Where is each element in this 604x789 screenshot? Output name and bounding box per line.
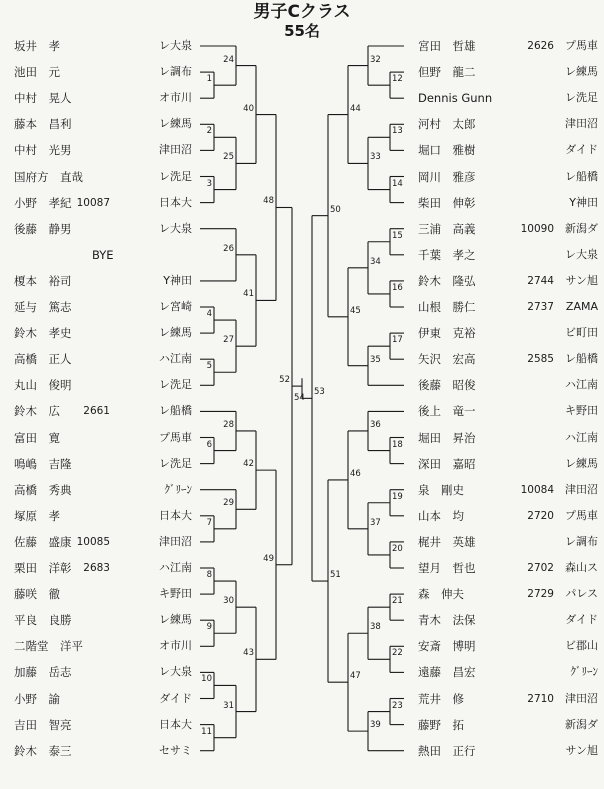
- player-club: レ洗足: [159, 169, 192, 183]
- player-name: 鳴嶋 吉隆: [14, 456, 72, 471]
- player-number: 2661: [83, 405, 110, 418]
- match-number: 18: [392, 439, 403, 450]
- player-name: Dennis Gunn: [418, 91, 493, 106]
- player-club: 津田沼: [159, 534, 192, 548]
- right-player-row: [418, 559, 598, 577]
- match-number: 42: [243, 459, 254, 470]
- right-player-row: [418, 141, 598, 159]
- right-player-row: [418, 481, 598, 499]
- left-player-row: [14, 481, 198, 499]
- player-name: 熱田 正行: [418, 743, 476, 758]
- player-name: 後藤 昭俊: [418, 378, 476, 393]
- player-club: 日本大: [159, 195, 192, 209]
- player-name: 鈴木 広: [14, 404, 60, 419]
- right-player-row: [418, 194, 598, 212]
- right-player-row: [418, 402, 598, 420]
- player-number: 2744: [527, 274, 554, 287]
- player-name: 藤野 拓: [418, 717, 464, 732]
- player-name: 千葉 孝之: [418, 247, 476, 262]
- right-player-row: [418, 742, 598, 760]
- player-name: 高橋 正人: [14, 352, 72, 367]
- player-club: ダイド: [159, 691, 192, 705]
- match-number: 25: [223, 152, 234, 163]
- match-number: 36: [370, 419, 381, 430]
- player-club: Y神田: [163, 273, 192, 287]
- player-club: レ練馬: [159, 117, 192, 131]
- match-number: 50: [330, 204, 341, 215]
- player-club: 新潟ダ: [565, 221, 598, 235]
- player-club: ハ江南: [159, 561, 192, 574]
- player-club: プ馬車: [159, 430, 192, 444]
- player-name: 小野 諭: [14, 691, 60, 706]
- player-club: パレス: [565, 587, 598, 601]
- match-number: 7: [206, 517, 212, 528]
- player-name: 富田 寛: [14, 430, 60, 445]
- player-name: 堀口 雅樹: [418, 143, 476, 158]
- match-number: 37: [370, 517, 381, 528]
- match-number: 19: [392, 491, 403, 502]
- player-name: 延与 篤志: [14, 300, 72, 314]
- match-number: 31: [223, 700, 234, 711]
- right-player-row: [418, 429, 598, 447]
- right-player-row: [418, 637, 598, 655]
- match-number: 23: [392, 700, 403, 711]
- match-number: 28: [223, 419, 234, 430]
- player-number: 10090: [520, 222, 554, 235]
- player-club: レ大泉: [565, 247, 598, 261]
- right-player-row: [418, 350, 598, 368]
- match-number: 27: [223, 335, 234, 346]
- player-club: ZAMA: [565, 300, 598, 313]
- left-player-row: [14, 663, 198, 681]
- match-number: 46: [350, 468, 361, 479]
- left-player-row: [14, 507, 198, 525]
- right-player-row: [418, 298, 598, 316]
- match-number: 17: [392, 335, 403, 346]
- player-club: レ練馬: [159, 613, 192, 627]
- player-club: サン旭: [565, 743, 598, 757]
- player-name: 山根 勝仁: [418, 300, 476, 314]
- player-name: 安斎 博明: [418, 639, 476, 654]
- player-name: 後上 竜一: [418, 404, 476, 419]
- player-name: 鈴木 隆弘: [418, 273, 476, 288]
- match-number: 43: [243, 648, 254, 659]
- match-number: 12: [392, 74, 403, 85]
- player-club: オ市川: [159, 639, 192, 653]
- player-name: 加藤 岳志: [14, 665, 72, 680]
- player-number: 2710: [527, 692, 554, 705]
- player-club: 津田沼: [565, 691, 598, 705]
- right-player-row: [418, 585, 598, 603]
- player-name: 池田 元: [14, 65, 60, 80]
- player-name: 山本 均: [418, 508, 464, 523]
- player-number: 2683: [83, 562, 110, 574]
- player-club: オ市川: [159, 91, 192, 105]
- player-name: 塚原 孝: [14, 508, 60, 523]
- player-number: 2585: [527, 353, 554, 366]
- player-name: 佐藤 盛康: [14, 534, 72, 549]
- left-player-row: [14, 559, 198, 577]
- left-player-row: [14, 141, 198, 159]
- player-club: レ洗足: [159, 456, 192, 470]
- player-number: 2720: [527, 509, 554, 522]
- match-number: 22: [392, 648, 403, 659]
- player-club: プ馬車: [565, 39, 598, 52]
- match-number: 2: [206, 126, 212, 137]
- left-player-row: [14, 220, 198, 238]
- player-club: レ洗足: [159, 378, 192, 392]
- left-player-row: [14, 350, 198, 368]
- right-player-row: [418, 663, 598, 681]
- match-number: 39: [370, 720, 381, 731]
- match-number: 1: [206, 74, 212, 85]
- player-name: 中村 光男: [14, 143, 72, 158]
- player-club: ハ江南: [565, 378, 598, 392]
- left-player-row: [14, 115, 198, 133]
- left-player-row: [14, 324, 198, 342]
- player-name: 後藤 静男: [14, 221, 72, 236]
- right-player-row: [418, 89, 598, 107]
- left-player-row: [14, 533, 198, 551]
- player-club: レ練馬: [159, 326, 192, 340]
- match-number: 41: [243, 289, 254, 300]
- player-club: レ大泉: [159, 221, 192, 235]
- match-number: 9: [206, 622, 212, 633]
- player-club: レ調布: [565, 534, 598, 548]
- right-player-row: [418, 220, 598, 238]
- player-name: 青木 法保: [418, 613, 476, 628]
- left-player-row: [14, 246, 198, 264]
- player-number: 2737: [527, 301, 554, 313]
- player-club: キ野田: [565, 404, 598, 418]
- right-player-row: [418, 533, 598, 551]
- right-player-row: [418, 115, 598, 133]
- player-club: レ宮崎: [159, 300, 192, 313]
- player-club: 新潟ダ: [565, 717, 598, 731]
- page-title: 男子Cクラス: [253, 2, 351, 22]
- match-number: 38: [370, 622, 381, 633]
- player-club: レ船橋: [159, 404, 192, 418]
- player-name: 森 伸夫: [418, 587, 464, 602]
- match-number: 20: [392, 543, 403, 554]
- match-number: 14: [392, 178, 403, 189]
- left-player-row: [14, 690, 198, 708]
- match-number: 3: [206, 178, 212, 189]
- player-name: BYE: [92, 247, 114, 262]
- player-club: 森山ス: [565, 561, 598, 574]
- player-name: 高橋 秀典: [14, 482, 72, 497]
- right-player-row: [418, 37, 598, 55]
- left-player-row: [14, 402, 198, 420]
- player-number: 2729: [527, 588, 554, 601]
- player-club: レ練馬: [565, 456, 598, 470]
- left-player-row: [14, 168, 198, 186]
- player-number: 10087: [76, 196, 110, 209]
- player-club: セサミ: [159, 743, 192, 757]
- player-name: 荒井 修: [418, 691, 464, 706]
- match-number: 49: [263, 553, 274, 564]
- left-player-row: [14, 585, 198, 603]
- match-number: 24: [223, 54, 234, 65]
- player-name: 伊東 克裕: [418, 326, 476, 341]
- player-name: 宮田 哲雄: [418, 39, 476, 53]
- player-number: 2702: [527, 562, 554, 574]
- match-number: 35: [370, 354, 381, 365]
- left-player-row: [14, 429, 198, 447]
- player-club: 日本大: [159, 717, 192, 731]
- player-name: 国府方 直哉: [14, 169, 83, 184]
- left-player-row: [14, 272, 198, 290]
- player-club: ビ郡山: [565, 639, 598, 653]
- player-name: 鈴木 孝史: [14, 326, 72, 341]
- player-club: 津田沼: [565, 117, 598, 131]
- player-club: ｸﾞﾘｰﾝ: [570, 665, 598, 679]
- player-number: 10085: [76, 535, 110, 548]
- right-player-row: [418, 455, 598, 473]
- match-number: 33: [370, 152, 381, 163]
- player-club: レ大泉: [159, 39, 192, 52]
- player-club: ｸﾞﾘｰﾝ: [164, 482, 192, 496]
- left-player-row: [14, 298, 198, 316]
- player-name: 泉 剛史: [418, 482, 464, 497]
- player-name: 平良 良勝: [14, 613, 72, 628]
- right-player-row: [418, 611, 598, 629]
- left-player-row: [14, 742, 198, 760]
- player-club: レ船橋: [565, 352, 598, 366]
- left-player-row: [14, 611, 198, 629]
- right-player-row: [418, 272, 598, 290]
- match-number: 6: [206, 439, 212, 450]
- player-club: ビ町田: [565, 326, 598, 340]
- match-number: 21: [392, 596, 403, 607]
- player-name: 三浦 高義: [418, 221, 476, 236]
- player-name: 二階堂 洋平: [14, 639, 83, 654]
- player-club: 津田沼: [159, 143, 192, 157]
- player-club: サン旭: [565, 273, 598, 287]
- player-club: ダイド: [565, 613, 598, 627]
- match-number: 4: [206, 309, 212, 320]
- player-club: ハ江南: [159, 352, 192, 366]
- player-name: 榎本 裕司: [14, 273, 72, 288]
- match-number: 16: [392, 282, 403, 293]
- player-name: 矢沢 宏高: [418, 352, 476, 367]
- match-number: 51: [330, 570, 341, 581]
- left-player-row: [14, 376, 198, 394]
- player-name: 小野 孝紀: [14, 195, 72, 210]
- match-number: 26: [223, 243, 234, 254]
- match-number: 53: [314, 387, 325, 398]
- left-player-row: [14, 194, 198, 212]
- left-player-row: [14, 63, 198, 81]
- match-number: 48: [263, 196, 274, 207]
- player-club: レ大泉: [159, 665, 192, 679]
- player-name: 深田 嘉昭: [418, 456, 476, 471]
- right-player-row: [418, 376, 598, 394]
- player-name: 坂井 孝: [14, 39, 60, 53]
- right-player-row: [418, 168, 598, 186]
- left-player-row: [14, 716, 198, 734]
- match-number: 40: [243, 103, 254, 114]
- match-number: 5: [206, 361, 212, 372]
- player-name: 吉田 智亮: [14, 717, 72, 732]
- player-name: 望月 哲也: [418, 561, 476, 575]
- player-club: レ調布: [159, 65, 192, 79]
- player-name: 柴田 伸彰: [418, 195, 476, 210]
- player-name: 丸山 俊明: [14, 378, 72, 393]
- right-player-row: [418, 690, 598, 708]
- match-number: 8: [206, 570, 212, 581]
- player-club: レ船橋: [565, 169, 598, 183]
- player-club: レ洗足: [565, 91, 598, 105]
- player-name: 藤本 昌利: [14, 117, 72, 132]
- match-number: 45: [350, 305, 361, 316]
- player-name: 中村 晃人: [14, 91, 72, 106]
- match-number: 13: [392, 126, 403, 137]
- match-number: 11: [201, 726, 212, 737]
- match-number: 52: [279, 375, 290, 386]
- match-number: 10: [201, 674, 212, 685]
- player-name: 鈴木 泰三: [14, 743, 72, 758]
- player-club: ハ江南: [565, 430, 598, 444]
- player-club: 日本大: [159, 508, 192, 522]
- player-name: 梶井 英雄: [418, 534, 476, 549]
- match-number: 44: [350, 103, 361, 114]
- match-number: 30: [223, 596, 234, 607]
- left-player-row: [14, 455, 198, 473]
- player-name: 藤咲 徹: [14, 587, 60, 602]
- match-number: 54: [294, 393, 305, 404]
- player-club: 津田沼: [565, 482, 598, 496]
- page-subtitle: 55名: [284, 22, 320, 40]
- match-number: 32: [370, 54, 381, 65]
- left-player-row: [14, 89, 198, 107]
- right-player-row: [418, 324, 598, 342]
- match-number: 15: [392, 230, 403, 241]
- player-name: 栗田 洋彰: [14, 561, 72, 575]
- player-name: 但野 龍二: [418, 65, 476, 80]
- right-player-row: [418, 246, 598, 264]
- player-name: 岡川 雅彦: [418, 169, 476, 184]
- right-player-row: [418, 507, 598, 525]
- player-club: プ馬車: [565, 508, 598, 522]
- left-player-row: [14, 637, 198, 655]
- player-club: キ野田: [159, 587, 192, 601]
- player-name: 河村 太郎: [418, 117, 476, 132]
- match-number: 29: [223, 498, 234, 509]
- player-club: Y神田: [569, 195, 598, 209]
- match-number: 34: [370, 256, 381, 267]
- player-club: レ練馬: [565, 65, 598, 79]
- right-player-row: [418, 716, 598, 734]
- right-player-row: [418, 63, 598, 81]
- left-player-row: [14, 37, 198, 55]
- match-number: 47: [350, 671, 361, 682]
- player-club: ダイド: [565, 143, 598, 157]
- player-number: 2626: [527, 40, 554, 52]
- player-name: 堀田 昇治: [418, 430, 476, 445]
- player-number: 10084: [520, 483, 554, 496]
- player-name: 遠藤 昌宏: [418, 665, 476, 680]
